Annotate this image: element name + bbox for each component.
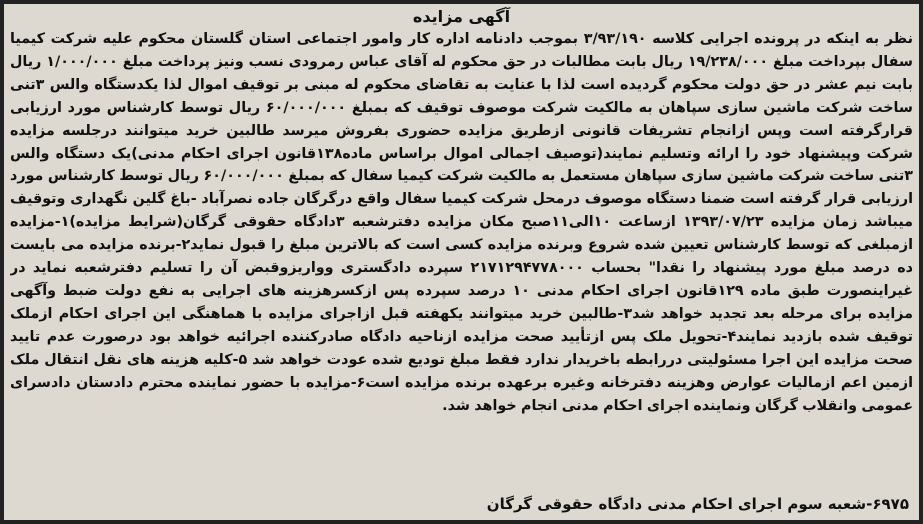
notice-title: آگهی مزایده <box>412 7 511 26</box>
notice-body-text: نظر به اینکه در پرونده اجرایی کلاسه ۳/۹۳/۱۹۰ بموجب دادنامه اداره کار وامور اجتماعی استان گلستان محکوم علیه شرکت کیمیا سفال بپرداخت مبلغ ۱۹/۲۳۸/۰۰۰ ریال بابت مطالبات در حق محکوم له آقای عباس رمرودی نسب ونیز پرداخت مبلغ ۱/۰۰۰/۰۰۰ ریال بابت نیم عشر در حق دولت محکوم گردیده است لذا با عنایت به تقاضای محکوم له مبنی بر توقیف اموال لذا یکدستگاه والس ۳تنی ساخت شرکت ماشین سازی سپاهان به مالکیت شرکت موصوف توقیف که بمبلغ ۶۰/۰۰۰/۰۰۰ ریال توسط کارشناس مورد ارزیابی قرارگرفته است وپس ازانجام تشریفات قانونی ازطریق مزایده حضوری بفروش میرسد طالبین خرید میتوانند درجلسه مزایده شرکت وپیشنهاد خود را ارائه وتسلیم نمایند(توصیف اجمالی اموال براساس ماده۱۳۸قانون اجرای احکام مدنی)یک دستگاه والس ۳تنی ساخت شرکت ماشین سازی سپاهان مستعمل به مالکیت شرکت کیمیا سفال که بمبلغ ۶۰/۰۰۰/۰۰۰ ریال توسط کارشناس مورد ارزیابی قرار گرفته است ضمنا دستگاه موصوف درمحل شرکت کیمیا سفال واقع درگرگان جاده نصرآباد -باغ گلین نگهداری وتوقیف میباشد زمان مزایده ۱۳۹۳/۰۷/۲۳ ازساعت ۱۰الی۱۱صبح مکان مزایده دفترشعبه ۳دادگاه حقوقی گرگان(شرایط مزایده)۱-مزایده ازمبلغی که توسط کارشناس تعیین شده شروع وبرنده مزایده کسی است که بالاترین مبلغ را قبول نماید۲-برنده مزایده می بایست ده درصد مبلغ مورد پیشنهاد را نقدا" بحساب ۲۱۷۱۲۹۴۷۷۸۰۰۰ سپرده دادگستری وواریزوقبض آن را تسلیم دفترشعبه نماید در غیراینصورت طبق ماده ۱۲۹قانون اجرای احکام مدنی ۱۰ درصد سپرده پس ازکسرهزینه های اجرایی به نفع دولت ضبط وآگهی مزایده برای مرحله بعد تجدید خواهد شد۳-طالبین خرید میتوانند یکهفته قبل ازاجرای مزایده با هماهنگی این اجرای احکام ازملک توقیف شده بازدید نمایند۴-تحویل ملک پس ازتأیید صحت مزایده ازناحیه دادگاه صادرکننده اجرائیه خواهد بود درصورت عدم تایید صحت مزایده این اجرا مسئولیتی دررابطه باخریدار ندارد فقط مبلغ تودیع شده عودت خواهد شد ۵-کلیه هزینه های نقل انتقال ملک ازمین اعم ازمالیات عوارض وهزینه دفترخانه وغیره برعهده برنده مزایده است۶-مزایده با حضور نماینده محترم دادستان دادسرای عمومی وانقلاب گرگان ونماینده اجرای احکام مدنی انجام خواهد شد. <box>10 31 913 414</box>
notice-body <box>10 28 913 488</box>
notice-footer: ۶۹۷۵-شعبه سوم اجرای احکام مدنی دادگاه حقوقی گرگان <box>486 495 909 513</box>
